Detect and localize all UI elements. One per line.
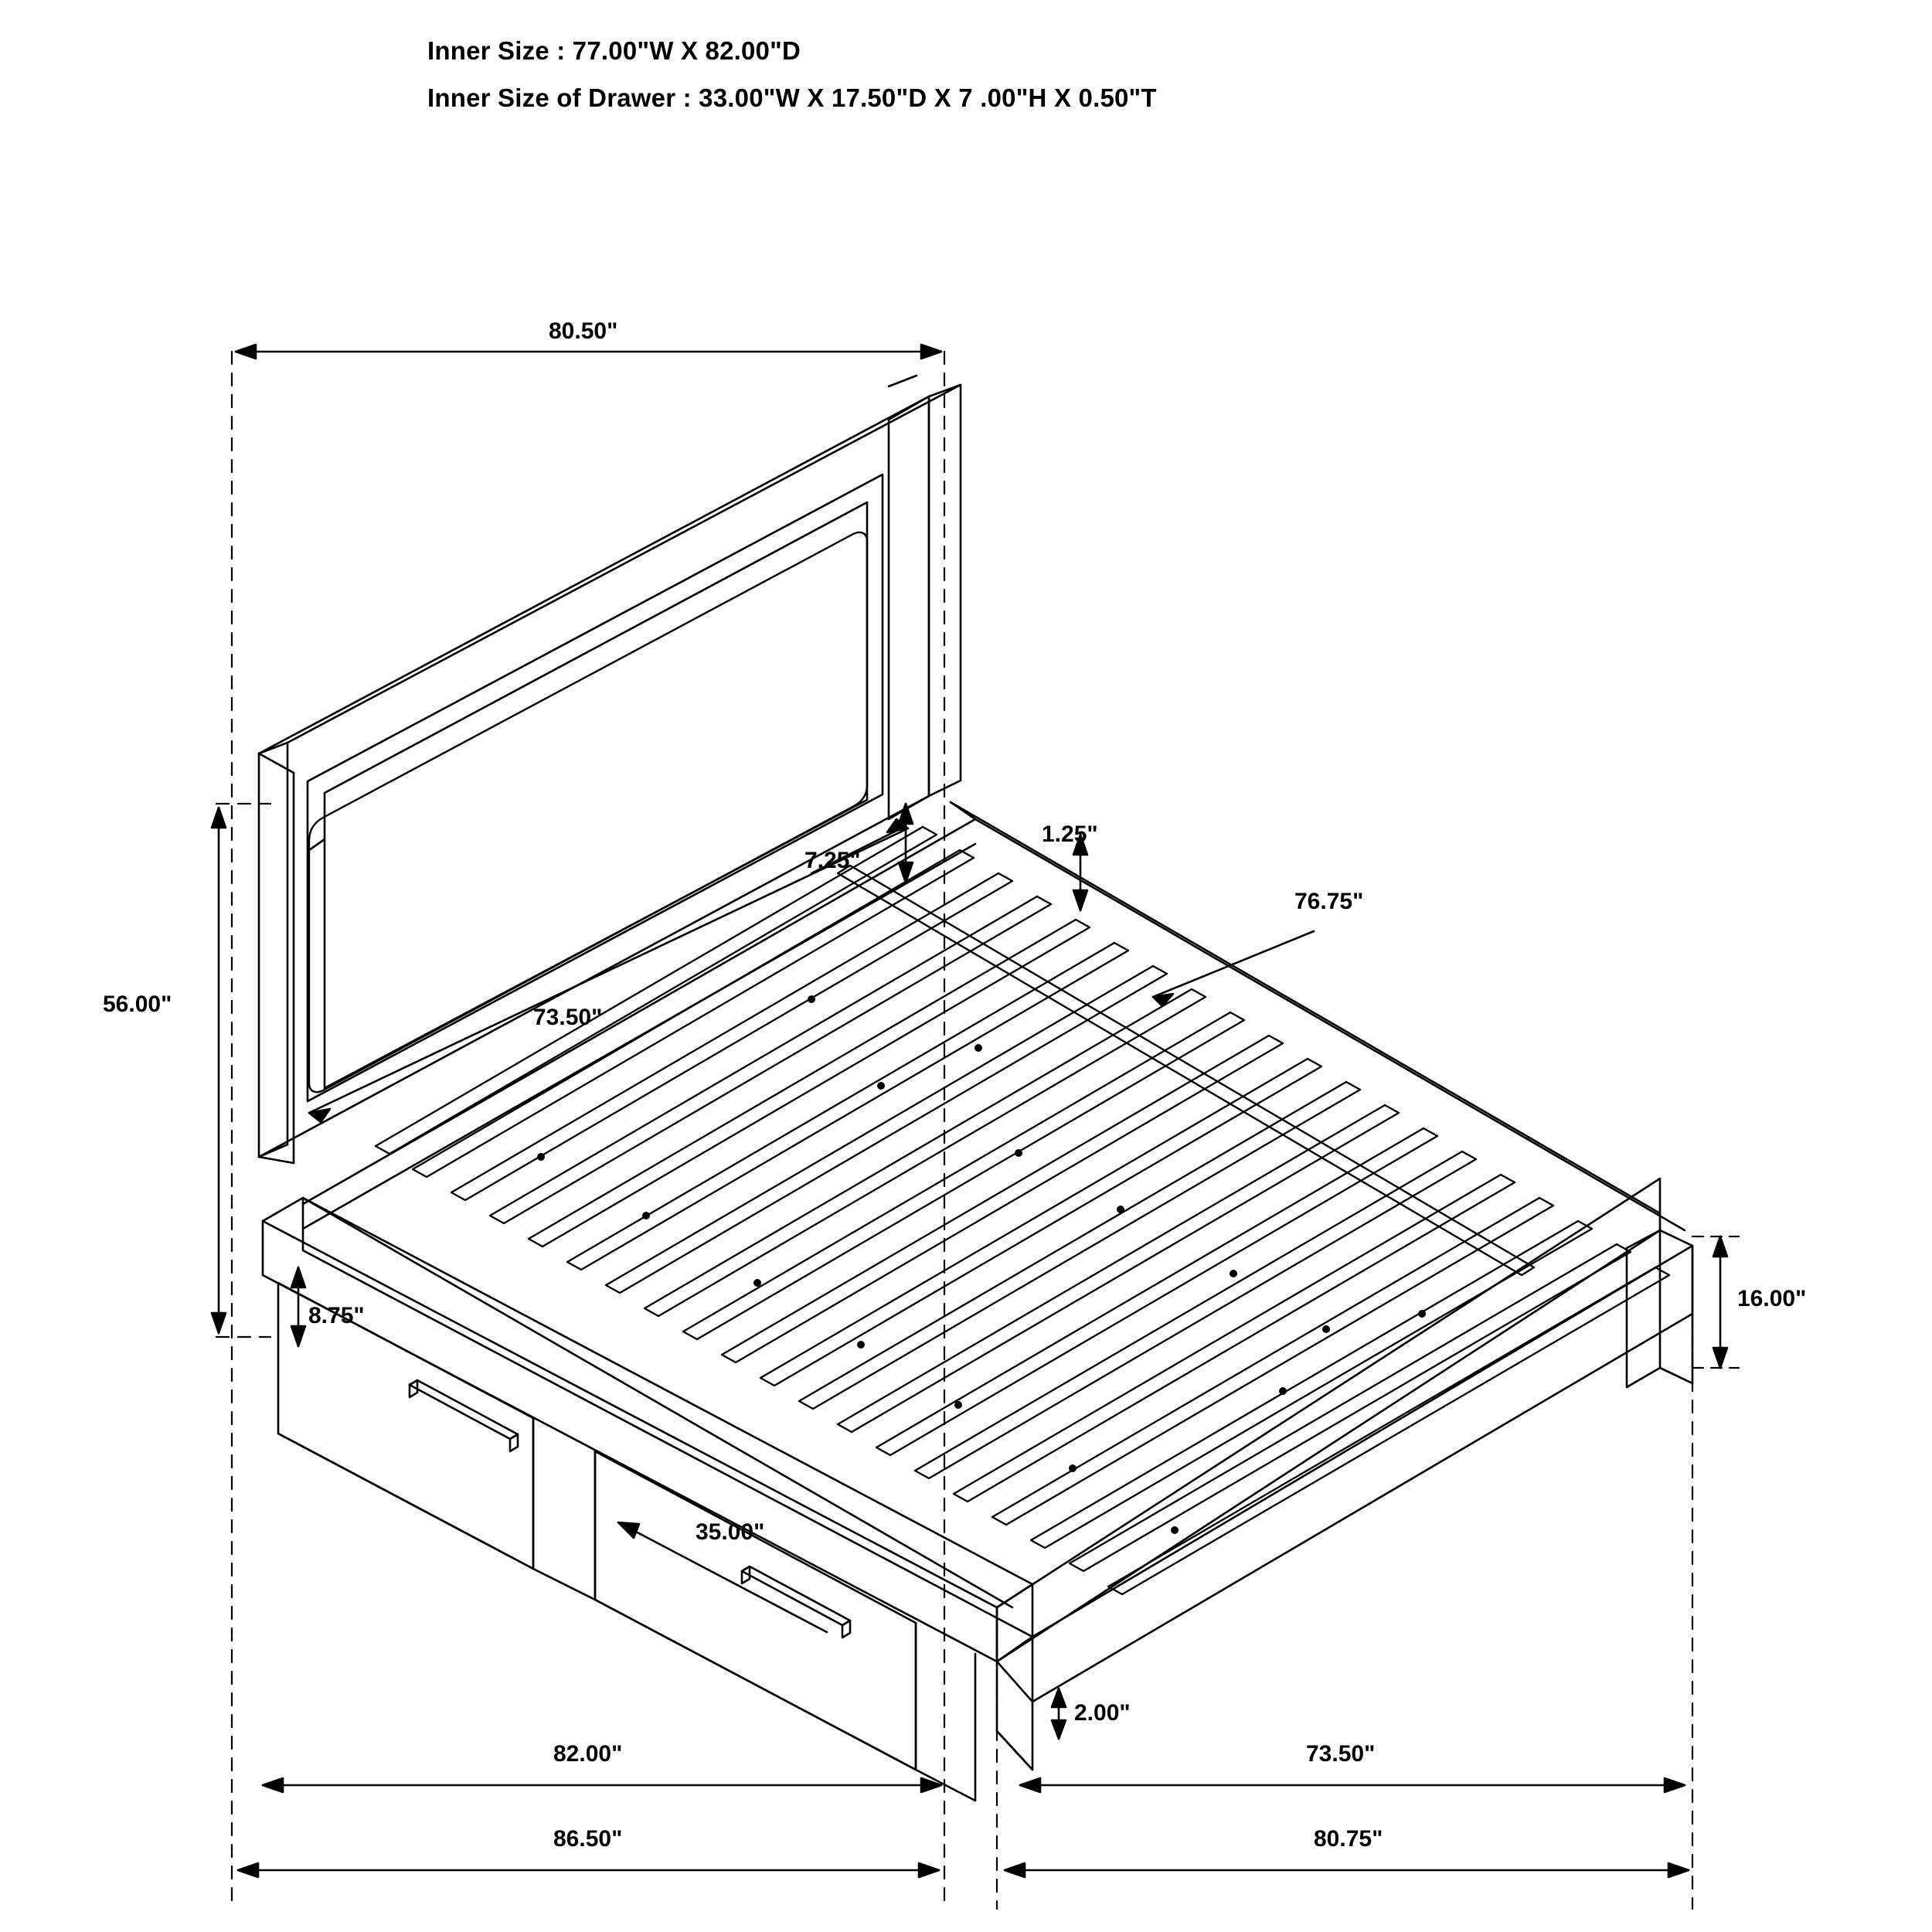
- dim-overall-width-outer: 80.75": [1314, 1826, 1383, 1852]
- dim-overall-length-outer: 86.50": [553, 1826, 623, 1852]
- dim-rail-thickness: 1.25": [1042, 821, 1098, 847]
- dim-headboard-width: 73.50": [533, 1005, 603, 1030]
- dim-foot-clearance: 2.00": [1074, 1700, 1131, 1726]
- dim-overall-width-inner: 73.50": [1306, 1741, 1376, 1767]
- dim-drawer-width: 35.00": [696, 1519, 765, 1545]
- dim-headboard-height: 56.00": [103, 992, 172, 1017]
- dim-panel-inset: 7.25": [804, 848, 861, 873]
- dim-deck-height: 16.00": [1737, 1286, 1807, 1311]
- inner-drawer-size-text: Inner Size of Drawer : 33.00"W X 17.50"D X 7 .00"H X 0.50"T: [427, 83, 1157, 112]
- dim-overall-length-inner: 82.00": [553, 1741, 623, 1767]
- inner-size-text: Inner Size : 77.00"W X 82.00"D: [427, 36, 801, 65]
- dim-drawer-face-height: 8.75": [308, 1303, 365, 1328]
- dim-slat-length: 76.75": [1294, 889, 1364, 914]
- dim-top-width: 80.50": [549, 318, 618, 344]
